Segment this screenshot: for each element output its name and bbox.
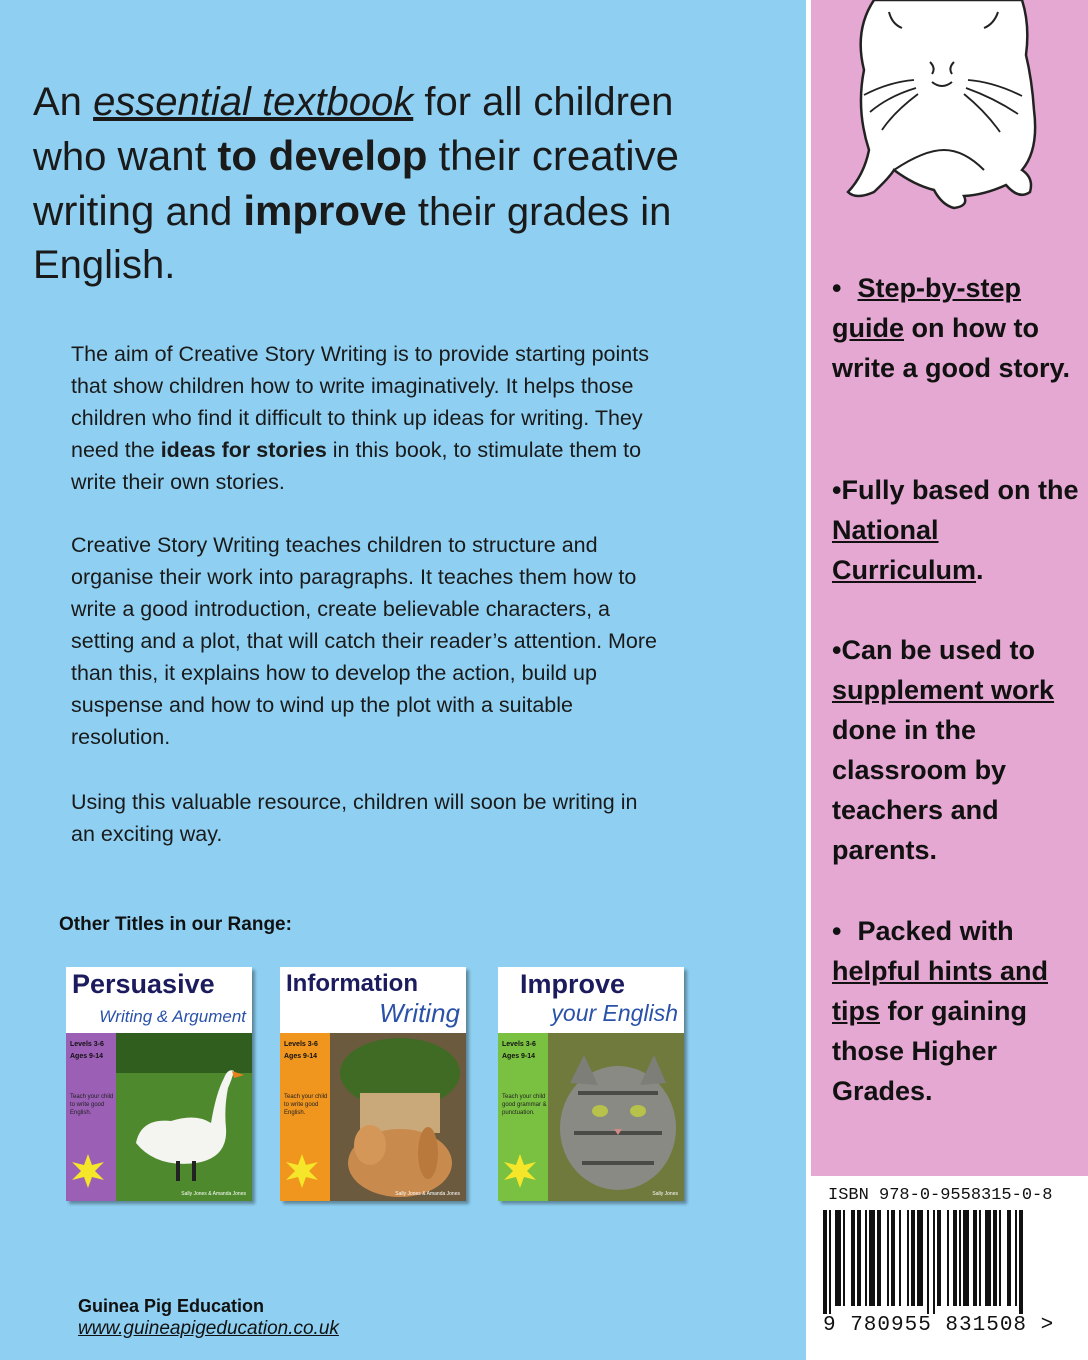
book-levels (502, 1039, 536, 1063)
bullet-text: Packed with (857, 916, 1014, 946)
barcode-bar (835, 1210, 841, 1306)
book-tagline: Teach your child to write good English. (70, 1094, 114, 1116)
bullet-text: •Can be used to (832, 635, 1035, 665)
book-author: Sally Jones & Amanda Jones (395, 1191, 460, 1197)
description-paragraph-2: Creative Story Writing teaches children to structure and organise their work into paragraphs. It teaches them how to write a good introduction, create believable characters, a setting and a plot, that will catch their reader’s attention. More than this, it explains how to develop the action, build up suspense and how to wind up the plot with a suitable resolution. (71, 533, 658, 749)
barcode-bar (829, 1210, 831, 1314)
bullet-text: . (976, 555, 984, 585)
swan-photo (116, 1033, 252, 1201)
headline-text: their creative writing (33, 132, 679, 234)
paragraph-text: in this book, to stimulate them to write their own stories. (71, 438, 642, 494)
barcode-bar (877, 1210, 881, 1306)
bullet-text: done in the classroom by teachers and parents. (832, 715, 1007, 865)
headline-text: want (117, 132, 207, 179)
description-paragraph-3: Using this valuable resource, children will soon be writing in an exciting way. (71, 790, 638, 846)
book-subtitle: Writing & Argument (99, 1007, 246, 1026)
ages-text: Ages 9-14 (502, 1053, 536, 1060)
barcode-bar (869, 1210, 875, 1306)
barcode-bar (891, 1210, 895, 1306)
isbn-barcode-box (811, 1176, 1088, 1360)
barcode-bar (999, 1210, 1001, 1306)
headline-emphasis: essential textbook (93, 80, 414, 124)
barcode-bar (917, 1210, 923, 1306)
ages-text: Ages 9-14 (70, 1053, 104, 1060)
star-badge-icon (502, 1153, 538, 1189)
other-titles-heading: Other Titles in our Range: (59, 914, 292, 935)
bullet-underlined: helpful hints and tips (832, 956, 1048, 1026)
barcode-bar (937, 1210, 941, 1306)
guinea-pig-icon (834, 0, 1054, 215)
headline (33, 76, 733, 292)
ages-text: Ages 9-14 (284, 1053, 318, 1060)
headline-bold: improve (243, 187, 407, 234)
bullet-dot: • (832, 273, 842, 303)
isbn-label: ISBN 978-0-9558315-0-8 (828, 1186, 1053, 1205)
barcode-bar (887, 1210, 889, 1306)
bullet-text: •Fully based on the (832, 475, 1079, 505)
barcode-digits: 9 780955 831508 > (823, 1314, 1055, 1337)
bullet-text: for gaining those Higher Grades. (832, 996, 1028, 1106)
barcode-bar (899, 1210, 901, 1306)
barcode-icon (823, 1210, 1073, 1314)
cat-photo (548, 1033, 684, 1201)
bullet-underlined: Step-by-step guide (832, 273, 1022, 343)
barcode-bar (823, 1210, 827, 1314)
levels-text: Levels 3-6 (284, 1041, 318, 1048)
barcode-bar (927, 1210, 929, 1314)
bullet-supplement-work (832, 630, 1082, 870)
book-levels (70, 1039, 104, 1063)
barcode-bar (963, 1210, 969, 1306)
rabbit-photo (330, 1033, 466, 1201)
barcode-bar (933, 1210, 935, 1314)
barcode-bar (851, 1210, 855, 1306)
book-tagline: Teach your child to write good English. (284, 1094, 328, 1116)
paragraph-text: The aim of Creative Story Writing is to provide starting points that show children how to write imaginatively. It helps those children who find it difficult to think up ideas for writing. They need the (71, 342, 649, 462)
barcode-bar (947, 1210, 949, 1306)
book-cover-information (280, 967, 466, 1201)
barcode-bar (1007, 1210, 1011, 1306)
book-cover-improve-english (498, 967, 684, 1201)
barcode-bar (979, 1210, 981, 1306)
barcode-bar (843, 1210, 845, 1306)
barcode-bar (911, 1210, 915, 1306)
book-tagline: Teach your child good grammar & punctuation. (502, 1094, 547, 1116)
barcode-bar (857, 1210, 861, 1306)
book-author: Sally Jones (652, 1191, 678, 1197)
bullet-text: on how to write a good story. (832, 313, 1071, 383)
publisher-name: Guinea Pig Education (78, 1296, 265, 1316)
bullet-step-by-step (832, 268, 1082, 388)
book-subtitle: Writing (379, 998, 460, 1028)
book-subtitle: your English (551, 1000, 678, 1026)
star-badge-icon (284, 1153, 320, 1189)
levels-text: Levels 3-6 (502, 1041, 536, 1048)
barcode-bar (1015, 1210, 1017, 1306)
headline-word: An (33, 80, 82, 124)
book-title: Improve (520, 969, 626, 999)
barcode-bar (1019, 1210, 1023, 1314)
star-badge-icon (70, 1153, 106, 1189)
barcode-bar (959, 1210, 961, 1306)
headline-text: and (165, 190, 233, 234)
book-title: Persuasive (72, 969, 215, 999)
book-cover-persuasive (66, 967, 252, 1201)
barcode-bar (865, 1210, 867, 1306)
bullet-dot: • (832, 916, 842, 946)
publisher-website-link[interactable]: www.guineapigeducation.co.uk (78, 1318, 339, 1339)
barcode-bar (953, 1210, 957, 1306)
barcode-bar (985, 1210, 991, 1306)
paragraph-bold: ideas for stories (160, 438, 327, 462)
description-paragraph-1 (71, 338, 661, 498)
headline-text: their grades in English. (33, 190, 672, 287)
book-author: Sally Jones & Amanda Jones (181, 1191, 246, 1197)
bullet-national-curriculum (832, 470, 1082, 590)
bullet-underlined: National Curriculum (832, 515, 977, 585)
book-title: Information (286, 970, 418, 997)
headline-bold: to develop (217, 132, 428, 179)
levels-text: Levels 3-6 (70, 1041, 104, 1048)
bullet-underlined: supplement work (832, 675, 1055, 705)
headline-text: for all children who (33, 80, 674, 179)
barcode-bar (907, 1210, 909, 1306)
barcode-bar (973, 1210, 977, 1306)
barcode-bar (993, 1210, 997, 1306)
bullet-helpful-hints (832, 911, 1082, 1111)
book-levels (284, 1039, 318, 1063)
